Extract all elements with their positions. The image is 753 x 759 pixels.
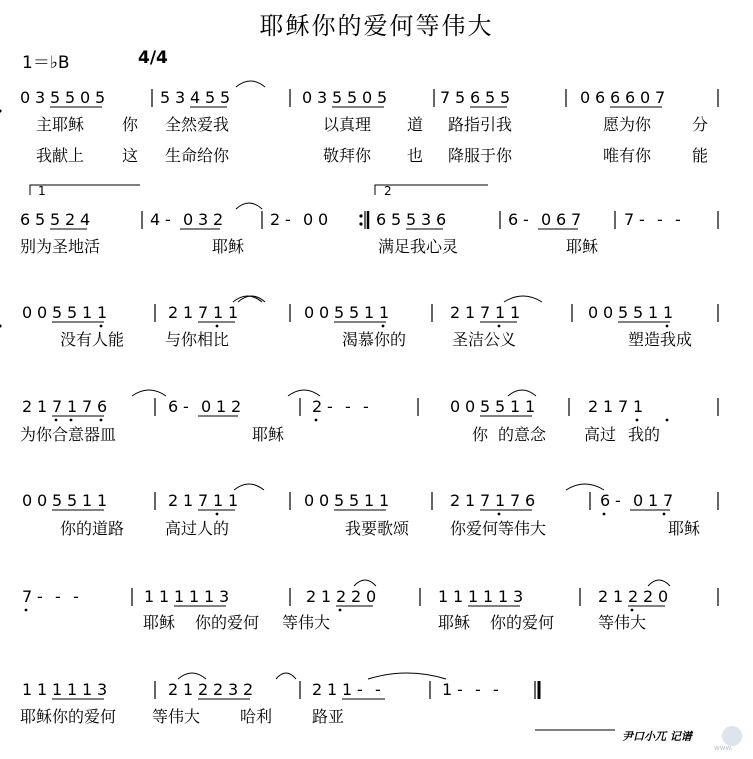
note-digit: 0 — [37, 491, 48, 510]
note-digit: 5 — [50, 210, 61, 229]
note-digit: 0 — [303, 210, 314, 229]
note-digit: 5 — [618, 303, 629, 322]
lyric-word: 路指引我 — [448, 115, 513, 134]
note-digit: 1 — [52, 680, 63, 699]
slur-arc — [566, 484, 604, 490]
slur-arc — [132, 390, 166, 396]
lyric-word: 渴慕你的 — [342, 330, 407, 349]
watermark-icon — [722, 726, 742, 746]
note-digit: 4 — [190, 88, 201, 107]
note-digit: 6 — [436, 210, 447, 229]
note-digit: 6 — [97, 397, 108, 416]
note-digit: 5 — [334, 491, 345, 510]
note-digit: 3 — [317, 88, 328, 107]
note-digit: 0 — [80, 88, 91, 107]
note-digit: 1 — [495, 303, 506, 322]
lyric-word: 你的爱何 — [490, 613, 555, 632]
slur-arc — [504, 296, 542, 302]
slur-arc — [276, 673, 296, 679]
note-digit: 6 — [376, 210, 387, 229]
slur-arc — [508, 390, 536, 396]
note-digit: 5 — [349, 491, 360, 510]
note-digit: 1 — [364, 491, 375, 510]
transcriber-signature: 尹口小兀 记谱 — [622, 730, 692, 743]
note-digit: 0 — [302, 88, 313, 107]
note-digit: 6 — [610, 88, 621, 107]
lyric-word: 我献上 — [36, 146, 85, 165]
lyric-word: 没有人能 — [60, 330, 125, 349]
note-digit: 0 — [37, 303, 48, 322]
note-digit: 5 — [220, 88, 231, 107]
note-digit: 6 — [20, 210, 31, 229]
note-digit: 1 — [159, 587, 170, 606]
note-digit: 0 — [20, 88, 31, 107]
note-digit: 1 — [204, 587, 215, 606]
lyric-word: 我的 — [628, 425, 661, 444]
note-digit: 2 — [312, 397, 323, 416]
note-digit: 2 — [168, 680, 179, 699]
note-digit: 1 — [633, 397, 644, 416]
lyric-word: 高过 — [584, 425, 617, 444]
note-digit: 5 — [67, 303, 78, 322]
note-digit: 3 — [228, 680, 239, 699]
note-digit: 2 — [643, 587, 654, 606]
note-digit: 6 — [525, 491, 536, 510]
note-dash: - — [73, 587, 79, 606]
lyric-word: 你 — [472, 425, 489, 444]
note-digit: 1 — [465, 303, 476, 322]
note-digit: 2 — [312, 680, 323, 699]
note-digit: 6 — [625, 88, 636, 107]
note-digit: 1 — [510, 397, 521, 416]
note-digit: 1 — [189, 587, 200, 606]
lyric-word: 路亚 — [312, 707, 345, 726]
note-digit: 5 — [334, 303, 345, 322]
volta-label: 1 — [38, 184, 46, 198]
note-digit: 1 — [321, 587, 332, 606]
note-dash: - — [37, 587, 43, 606]
lyric-word: 也 — [407, 146, 424, 165]
volta-bracket — [30, 185, 140, 195]
lyric-word: 等伟大 — [598, 613, 647, 632]
slur-arc — [236, 203, 262, 209]
note-digit: 5 — [52, 303, 63, 322]
note-digit: 5 — [500, 88, 511, 107]
time-signature: 4/4 — [138, 48, 168, 68]
lyric-word: 你的道路 — [60, 519, 125, 538]
note-digit: 2 — [270, 210, 281, 229]
note-digit: 5 — [391, 210, 402, 229]
note-digit: 1 — [663, 303, 674, 322]
note-digit: 1 — [465, 491, 476, 510]
lyric-word: 别为圣地活 — [20, 237, 101, 256]
note-digit: 4 — [150, 210, 161, 229]
note-digit: 2 — [168, 491, 179, 510]
note-digit: 7 — [655, 88, 666, 107]
slur-arc — [288, 390, 320, 396]
low-octave-dot — [663, 513, 666, 516]
note-digit: 1 — [228, 491, 239, 510]
note-digit: 7 — [198, 303, 209, 322]
note-digit: 1 — [438, 587, 449, 606]
note-digit: 6 — [556, 210, 567, 229]
low-octave-dot — [216, 325, 219, 328]
note-digit: 2 — [450, 491, 461, 510]
note-dash: - — [285, 210, 291, 229]
note-digit: 7 — [571, 210, 582, 229]
note-digit: 1 — [183, 303, 194, 322]
note-digit: 0 — [318, 210, 329, 229]
note-digit: 2 — [198, 680, 209, 699]
low-octave-dot — [666, 419, 669, 422]
song-title: 耶稣你的爱何等伟大 — [259, 12, 494, 40]
note-digit: 7 — [22, 587, 33, 606]
note-digit: 0 — [658, 587, 669, 606]
note-digit: 0 — [640, 88, 651, 107]
note-dash: - — [345, 397, 351, 416]
note-digit: 7 — [440, 88, 451, 107]
note-dash: - — [475, 680, 481, 699]
note-dash: - — [363, 397, 369, 416]
lyric-word: 道 — [407, 115, 424, 134]
lyric-word: 耶稣 — [438, 613, 471, 632]
note-digit: 1 — [67, 680, 78, 699]
note-dash: - — [165, 210, 171, 229]
note-digit: 5 — [95, 88, 106, 107]
note-digit: 5 — [65, 88, 76, 107]
lyric-word: 的意念 — [498, 425, 547, 444]
note-digit: 1 — [379, 491, 390, 510]
note-digit: 1 — [495, 491, 506, 510]
note-digit: 1 — [37, 680, 48, 699]
low-octave-dot — [339, 609, 342, 612]
note-digit: 0 — [201, 397, 212, 416]
lyric-word: 与你相比 — [165, 330, 230, 349]
note-digit: 2 — [351, 587, 362, 606]
note-digit: 5 — [347, 88, 358, 107]
note-digit: 1 — [525, 397, 536, 416]
note-digit: 1 — [97, 303, 108, 322]
lyric-word: 耶稣 — [668, 519, 701, 538]
note-digit: 7 — [480, 303, 491, 322]
note-digit: 5 — [349, 303, 360, 322]
low-octave-dot — [100, 325, 103, 328]
note-digit: 4 — [80, 210, 91, 229]
note-digit: 1 — [648, 491, 659, 510]
low-octave-dot — [55, 419, 58, 422]
note-dash: - — [675, 210, 681, 229]
note-digit: 2 — [65, 210, 76, 229]
note-digit: 2 — [336, 587, 347, 606]
note-digit: 1 — [213, 303, 224, 322]
lyric-word: 以真理 — [323, 115, 372, 134]
note-dash: - — [55, 587, 61, 606]
lyric-word: 耶稣 — [252, 425, 285, 444]
note-digit: 3 — [513, 587, 524, 606]
note-digit: 0 — [580, 88, 591, 107]
lyric-word: 耶稣你的爱何 — [20, 707, 117, 726]
note-digit: 1 — [453, 587, 464, 606]
note-digit: 2 — [450, 303, 461, 322]
slur-arc — [368, 673, 446, 679]
note-digit: 5 — [485, 88, 496, 107]
note-digit: 1 — [213, 491, 224, 510]
note-digit: 5 — [52, 491, 63, 510]
slur-arc — [234, 484, 264, 490]
note-digit: 1 — [510, 303, 521, 322]
lyric-word: 满足我心灵 — [378, 237, 459, 256]
low-octave-dot — [100, 419, 103, 422]
note-digit: 6 — [470, 88, 481, 107]
note-digit: 6 — [168, 397, 179, 416]
note-digit: 1 — [603, 397, 614, 416]
note-digit: 1 — [613, 587, 624, 606]
note-digit: 5 — [50, 88, 61, 107]
note-digit: 1 — [483, 587, 494, 606]
lyric-word: 哈利 — [240, 707, 273, 726]
note-digit: 5 — [377, 88, 388, 107]
note-digit: 7 — [510, 491, 521, 510]
low-octave-dot — [666, 325, 669, 328]
note-digit: 1 — [468, 587, 479, 606]
note-digit: 7 — [52, 397, 63, 416]
note-digit: 5 — [205, 88, 216, 107]
note-digit: 0 — [603, 303, 614, 322]
note-digit: 1 — [648, 303, 659, 322]
slur-arc — [178, 673, 206, 679]
note-digit: 0 — [541, 210, 552, 229]
note-digit: 6 — [595, 88, 606, 107]
lyric-word: 分 — [692, 115, 709, 134]
note-digit: 5 — [332, 88, 343, 107]
note-digit: 2 — [628, 587, 639, 606]
note-digit: 6 — [600, 491, 611, 510]
note-digit: 0 — [450, 397, 461, 416]
note-digit: 0 — [319, 303, 330, 322]
note-digit: 7 — [82, 397, 93, 416]
slur-arc — [236, 81, 265, 87]
note-digit: 0 — [304, 303, 315, 322]
note-dash: - — [457, 680, 463, 699]
note-digit: 7 — [663, 491, 674, 510]
note-digit: 0 — [633, 491, 644, 510]
note-digit: 1 — [442, 680, 453, 699]
note-digit: 1 — [37, 397, 48, 416]
lyric-word: 唯有你 — [603, 146, 652, 165]
note-digit: 0 — [362, 88, 373, 107]
lyric-word: 等伟大 — [152, 707, 201, 726]
lyric-word: 耶稣 — [212, 237, 245, 256]
note-dash: - — [657, 210, 663, 229]
note-digit: 1 — [97, 491, 108, 510]
note-digit: 1 — [144, 587, 155, 606]
note-digit: 0 — [465, 397, 476, 416]
lyric-word: 我要歌颂 — [345, 519, 410, 538]
note-digit: 1 — [183, 491, 194, 510]
low-octave-dot — [25, 609, 28, 612]
note-dash: - — [357, 680, 363, 699]
note-digit: 1 — [364, 303, 375, 322]
note-digit: 1 — [216, 397, 227, 416]
lyric-word: 你的爱何 — [195, 613, 260, 632]
note-digit: 1 — [82, 303, 93, 322]
note-digit: 3 — [97, 680, 108, 699]
note-digit: 2 — [22, 397, 33, 416]
note-digit: 5 — [67, 491, 78, 510]
lyric-word: 能 — [692, 146, 709, 165]
lyric-word: 生命给你 — [165, 146, 230, 165]
low-octave-dot — [498, 513, 501, 516]
note-digit: 0 — [366, 587, 377, 606]
note-digit: 0 — [588, 303, 599, 322]
lyric-word: 全然爱我 — [165, 115, 230, 134]
lyric-word: 高过人的 — [165, 519, 230, 538]
note-digit: 6 — [508, 210, 519, 229]
note-digit: 5 — [406, 210, 417, 229]
note-digit: 2 — [231, 397, 242, 416]
low-octave-dot — [70, 419, 73, 422]
note-dash: - — [639, 210, 645, 229]
note-digit: 2 — [213, 210, 224, 229]
note-digit: 1 — [82, 491, 93, 510]
key-signature: 1＝♭B — [22, 53, 70, 73]
note-digit: 0 — [183, 210, 194, 229]
watermark-logo — [714, 726, 746, 752]
note-digit: 0 — [22, 303, 33, 322]
note-dash: - — [523, 210, 529, 229]
note-digit: 3 — [198, 210, 209, 229]
note-digit: 1 — [327, 680, 338, 699]
note-digit: 2 — [168, 303, 179, 322]
note-digit: 2 — [306, 587, 317, 606]
low-octave-dot — [0, 110, 1, 113]
lyric-word: 降服于你 — [448, 146, 513, 165]
note-digit: 1 — [228, 303, 239, 322]
note-digit: 5 — [480, 397, 491, 416]
low-octave-dot — [603, 513, 606, 516]
note-digit: 2 — [243, 680, 254, 699]
lyric-word: 为你合意器皿 — [20, 425, 117, 444]
note-digit: 1 — [22, 680, 33, 699]
note-digit: 2 — [598, 587, 609, 606]
note-digit: 3 — [219, 587, 230, 606]
low-octave-dot — [216, 513, 219, 516]
note-digit: 0 — [22, 491, 33, 510]
note-dash: - — [375, 680, 381, 699]
lyric-word: 愿为你 — [603, 115, 652, 134]
note-digit: 5 — [495, 397, 506, 416]
volta-label: 2 — [384, 184, 392, 198]
low-octave-dot — [631, 609, 634, 612]
note-digit: 7 — [198, 491, 209, 510]
repeat-dot — [359, 214, 362, 217]
low-octave-dot — [382, 325, 385, 328]
note-digit: 7 — [618, 397, 629, 416]
note-digit: 1 — [67, 397, 78, 416]
lyric-word: 你 — [122, 115, 139, 134]
note-digit: 5 — [633, 303, 644, 322]
lyric-word: 敬拜你 — [323, 146, 372, 165]
note-digit: 2 — [588, 397, 599, 416]
repeat-dot — [359, 222, 362, 225]
watermark-text: www. — [714, 744, 733, 752]
lyric-word: 塑造我成 — [628, 330, 693, 349]
note-digit: 1 — [379, 303, 390, 322]
note-dash: - — [327, 397, 333, 416]
note-digit: 1 — [183, 680, 194, 699]
lyric-word: 耶稣 — [566, 237, 599, 256]
lyric-word: 耶稣 — [143, 613, 176, 632]
note-digit: 7 — [480, 491, 491, 510]
low-octave-dot — [498, 325, 501, 328]
lyric-word: 你爱何等伟大 — [450, 519, 547, 538]
note-dash: - — [493, 680, 499, 699]
low-octave-dot — [315, 419, 318, 422]
slur-arc — [648, 580, 670, 586]
note-digit: 2 — [213, 680, 224, 699]
note-digit: 1 — [498, 587, 509, 606]
volta-bracket — [375, 185, 488, 195]
note-digit: 0 — [319, 491, 330, 510]
slur-arc — [354, 580, 376, 586]
note-digit: 5 — [35, 210, 46, 229]
note-digit: 3 — [421, 210, 432, 229]
low-octave-dot — [0, 325, 1, 328]
note-digit: 1 — [82, 680, 93, 699]
note-dash: - — [615, 491, 621, 510]
note-digit: 1 — [342, 680, 353, 699]
note-dash: - — [183, 397, 189, 416]
lyric-word: 圣洁公义 — [452, 330, 517, 349]
note-digit: 1 — [174, 587, 185, 606]
note-digit: 7 — [624, 210, 635, 229]
lyric-word: 等伟大 — [282, 613, 331, 632]
lyric-word: 这 — [122, 146, 139, 165]
note-digit: 3 — [35, 88, 46, 107]
note-digit: 5 — [160, 88, 171, 107]
note-digit: 0 — [304, 491, 315, 510]
low-octave-dot — [636, 419, 639, 422]
note-digit: 3 — [175, 88, 186, 107]
note-digit: 5 — [455, 88, 466, 107]
lyric-word: 主耶稣 — [36, 115, 85, 134]
